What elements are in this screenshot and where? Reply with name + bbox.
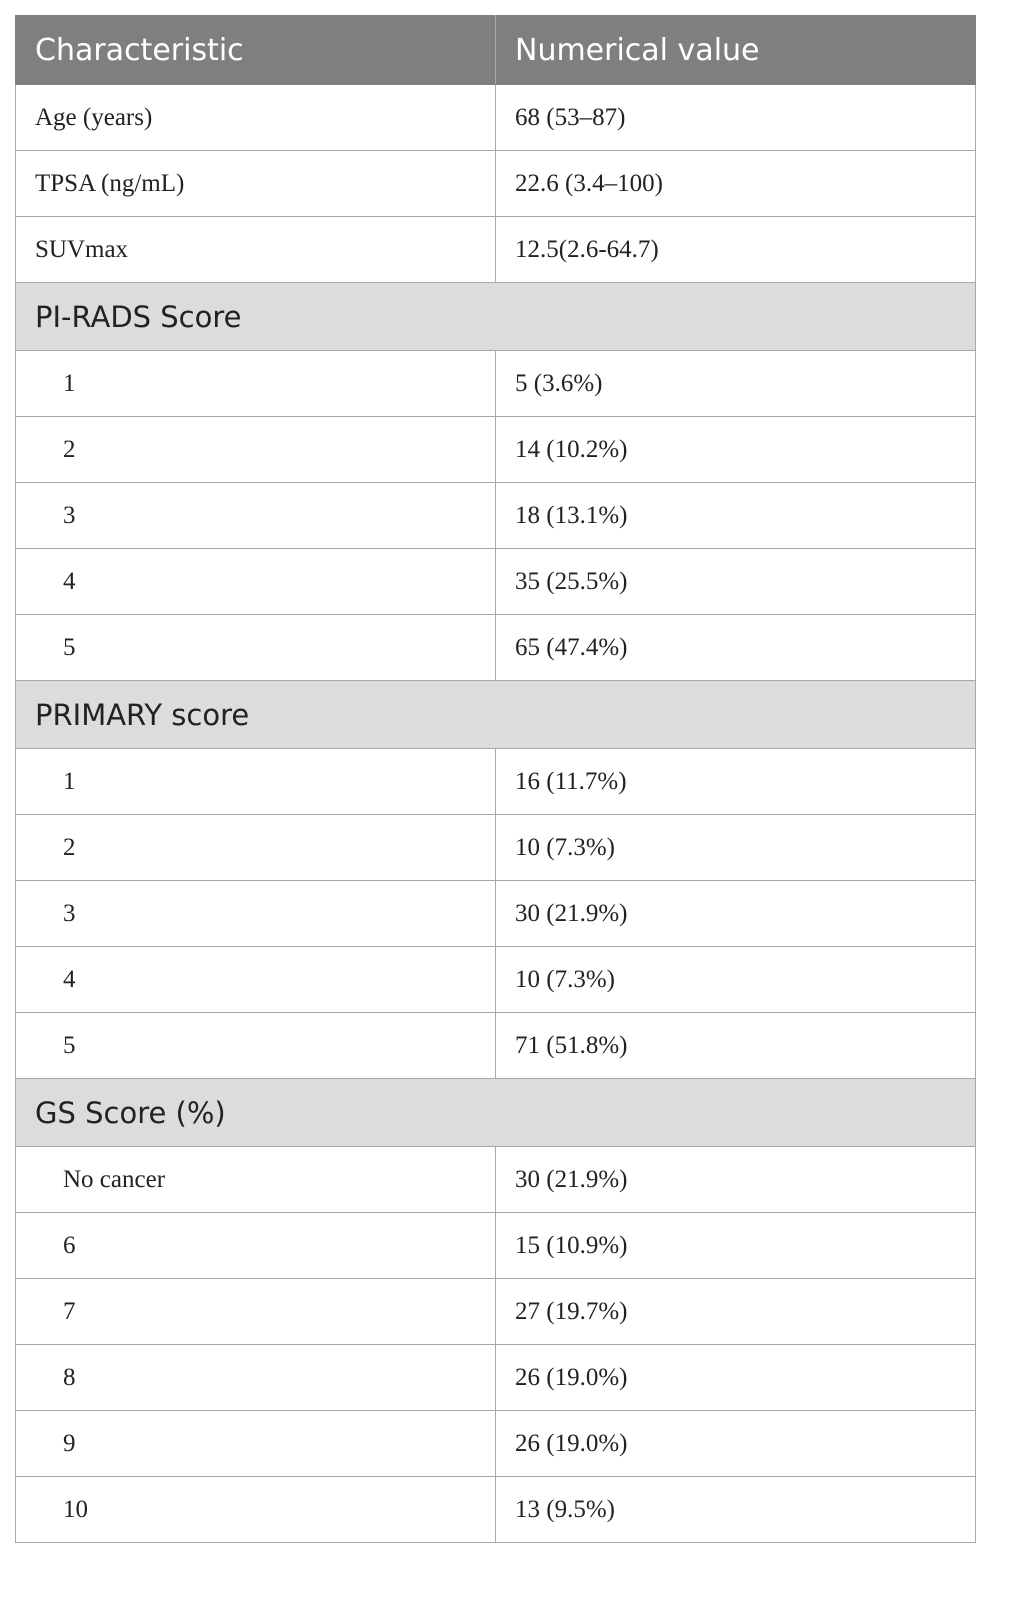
table-row bbox=[16, 1213, 976, 1279]
table-row bbox=[16, 549, 976, 615]
column-header-characteristic: Characteristic bbox=[16, 16, 496, 85]
value-cell: 5 (3.6%) bbox=[496, 351, 976, 417]
characteristics-table bbox=[15, 15, 976, 1543]
table-row bbox=[16, 1345, 976, 1411]
value-cell: 18 (13.1%) bbox=[496, 483, 976, 549]
characteristics-table-container bbox=[15, 15, 975, 1543]
characteristic-cell: 8 bbox=[16, 1345, 496, 1411]
table-row bbox=[16, 351, 976, 417]
characteristic-cell: 3 bbox=[16, 483, 496, 549]
section-header-row bbox=[16, 1079, 976, 1147]
table-row bbox=[16, 947, 976, 1013]
value-cell: 26 (19.0%) bbox=[496, 1411, 976, 1477]
value-cell: 13 (9.5%) bbox=[496, 1477, 976, 1543]
characteristic-cell: 4 bbox=[16, 549, 496, 615]
table-row bbox=[16, 1013, 976, 1079]
characteristic-cell: 3 bbox=[16, 881, 496, 947]
value-cell: 30 (21.9%) bbox=[496, 1147, 976, 1213]
value-cell: 14 (10.2%) bbox=[496, 417, 976, 483]
characteristic-cell: 1 bbox=[16, 749, 496, 815]
value-cell: 26 (19.0%) bbox=[496, 1345, 976, 1411]
section-header-label: PI-RADS Score bbox=[16, 283, 976, 351]
table-row bbox=[16, 1411, 976, 1477]
characteristic-cell: 5 bbox=[16, 615, 496, 681]
section-header-row bbox=[16, 283, 976, 351]
table-row bbox=[16, 1147, 976, 1213]
table-row bbox=[16, 217, 976, 283]
value-cell: 10 (7.3%) bbox=[496, 947, 976, 1013]
characteristic-cell: No cancer bbox=[16, 1147, 496, 1213]
table-row bbox=[16, 1477, 976, 1543]
characteristic-cell: 4 bbox=[16, 947, 496, 1013]
table-row bbox=[16, 417, 976, 483]
table-row bbox=[16, 85, 976, 151]
section-header-label: GS Score (%) bbox=[16, 1079, 976, 1147]
section-header-label: PRIMARY score bbox=[16, 681, 976, 749]
characteristic-cell: TPSA (ng/mL) bbox=[16, 151, 496, 217]
table-row bbox=[16, 815, 976, 881]
table-row bbox=[16, 483, 976, 549]
table-row bbox=[16, 615, 976, 681]
value-cell: 10 (7.3%) bbox=[496, 815, 976, 881]
value-cell: 71 (51.8%) bbox=[496, 1013, 976, 1079]
characteristic-cell: 1 bbox=[16, 351, 496, 417]
value-cell: 27 (19.7%) bbox=[496, 1279, 976, 1345]
table-row bbox=[16, 151, 976, 217]
characteristic-cell: 7 bbox=[16, 1279, 496, 1345]
value-cell: 30 (21.9%) bbox=[496, 881, 976, 947]
table-row bbox=[16, 881, 976, 947]
characteristic-cell: Age (years) bbox=[16, 85, 496, 151]
table-body bbox=[16, 85, 976, 1543]
table-header-row bbox=[16, 16, 976, 85]
value-cell: 16 (11.7%) bbox=[496, 749, 976, 815]
characteristic-cell: 5 bbox=[16, 1013, 496, 1079]
table-row bbox=[16, 749, 976, 815]
characteristic-cell: 2 bbox=[16, 815, 496, 881]
value-cell: 35 (25.5%) bbox=[496, 549, 976, 615]
section-header-row bbox=[16, 681, 976, 749]
value-cell: 65 (47.4%) bbox=[496, 615, 976, 681]
column-header-numerical-value: Numerical value bbox=[496, 16, 976, 85]
characteristic-cell: SUVmax bbox=[16, 217, 496, 283]
value-cell: 22.6 (3.4–100) bbox=[496, 151, 976, 217]
characteristic-cell: 9 bbox=[16, 1411, 496, 1477]
table-row bbox=[16, 1279, 976, 1345]
characteristic-cell: 10 bbox=[16, 1477, 496, 1543]
value-cell: 15 (10.9%) bbox=[496, 1213, 976, 1279]
characteristic-cell: 2 bbox=[16, 417, 496, 483]
value-cell: 12.5(2.6-64.7) bbox=[496, 217, 976, 283]
value-cell: 68 (53–87) bbox=[496, 85, 976, 151]
characteristic-cell: 6 bbox=[16, 1213, 496, 1279]
